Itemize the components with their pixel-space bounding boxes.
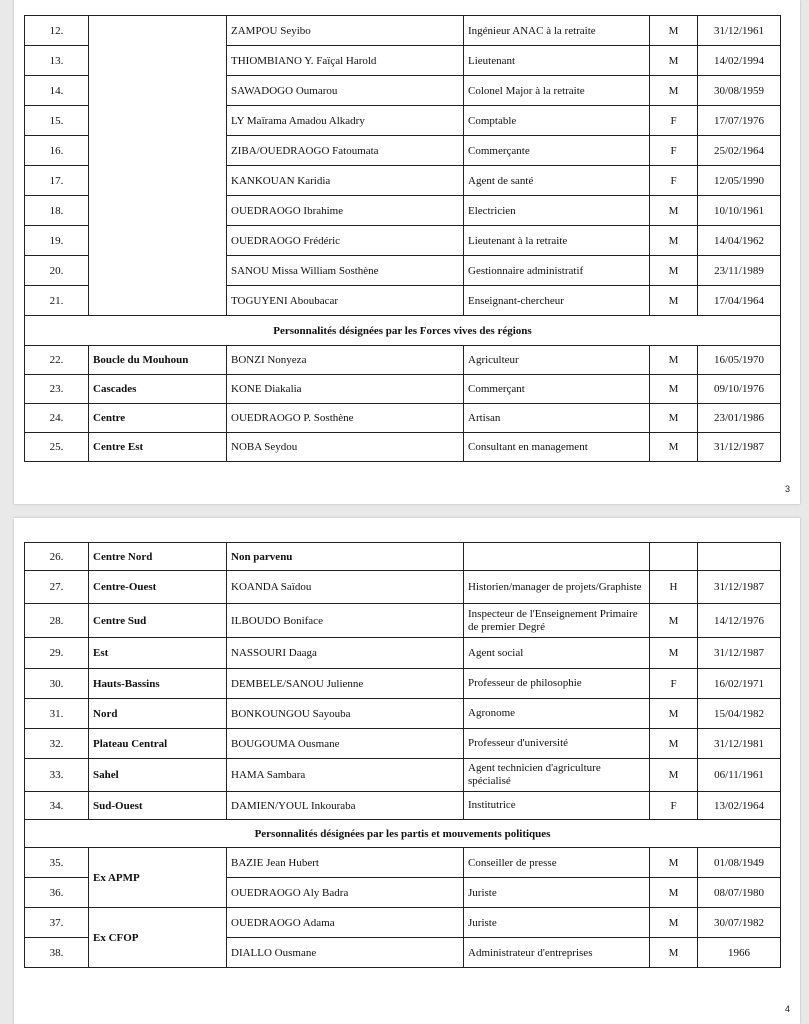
row-number: 22.: [25, 346, 89, 375]
member-sex: M: [650, 878, 698, 908]
document-page-4: [14, 518, 800, 1024]
party-cell: Ex CFOP: [89, 908, 227, 968]
member-sex: F: [650, 136, 698, 166]
table-row: [25, 908, 781, 938]
section-header-row: [25, 316, 781, 346]
member-role: Professeur de philosophie: [464, 669, 650, 699]
region-cell: Boucle du Mouhoun: [89, 346, 227, 375]
member-role: Colonel Major à la retraite: [464, 76, 650, 106]
member-birthdate: 08/07/1980: [698, 878, 781, 908]
member-birthdate: 17/04/1964: [698, 286, 781, 316]
member-birthdate: 14/04/1962: [698, 226, 781, 256]
table-row: [25, 729, 781, 759]
member-sex: M: [650, 848, 698, 878]
member-role: Gestionnaire administratif: [464, 256, 650, 286]
row-number: 29.: [25, 638, 89, 669]
member-birthdate: 30/08/1959: [698, 76, 781, 106]
table-row: [25, 759, 781, 792]
section-header-row: [25, 820, 781, 848]
member-birthdate: 14/12/1976: [698, 604, 781, 638]
region-cell: Cascades: [89, 375, 227, 404]
member-role: Juriste: [464, 878, 650, 908]
row-number: 23.: [25, 375, 89, 404]
row-number: 13.: [25, 46, 89, 76]
member-sex: M: [650, 375, 698, 404]
row-number: 19.: [25, 226, 89, 256]
member-name: SAWADOGO Oumarou: [227, 76, 464, 106]
row-number: 15.: [25, 106, 89, 136]
member-birthdate: 23/01/1986: [698, 404, 781, 433]
member-name: OUEDRAOGO Aly Badra: [227, 878, 464, 908]
region-cell: Hauts-Bassins: [89, 669, 227, 699]
page-number: 3: [784, 484, 790, 494]
table-row: [25, 404, 781, 433]
member-sex: M: [650, 604, 698, 638]
member-name: OUEDRAOGO Ibrahime: [227, 196, 464, 226]
member-name: ZAMPOU Seyibo: [227, 16, 464, 46]
region-cell: [89, 16, 227, 316]
row-number: 36.: [25, 878, 89, 908]
member-sex: M: [650, 433, 698, 462]
member-birthdate: 31/12/1987: [698, 571, 781, 604]
row-number: 33.: [25, 759, 89, 792]
member-name: ZIBA/OUEDRAOGO Fatoumata: [227, 136, 464, 166]
member-name: DIALLO Ousmane: [227, 938, 464, 968]
member-name: LY Maïrama Amadou Alkadry: [227, 106, 464, 136]
member-sex: M: [650, 76, 698, 106]
table-row: [25, 433, 781, 462]
member-name: SANOU Missa William Sosthène: [227, 256, 464, 286]
member-birthdate: 17/07/1976: [698, 106, 781, 136]
region-cell: Nord: [89, 699, 227, 729]
region-cell: Plateau Central: [89, 729, 227, 759]
table-row: [25, 848, 781, 878]
table-row: [25, 375, 781, 404]
member-birthdate: 12/05/1990: [698, 166, 781, 196]
member-birthdate: 13/02/1964: [698, 792, 781, 820]
row-number: 35.: [25, 848, 89, 878]
member-name: HAMA Sambara: [227, 759, 464, 792]
row-number: 17.: [25, 166, 89, 196]
member-role: Inspecteur de l'Enseignement Primaire de premier Degré: [464, 604, 650, 638]
member-name: BONKOUNGOU Sayouba: [227, 699, 464, 729]
table-row: [25, 571, 781, 604]
row-number: 16.: [25, 136, 89, 166]
member-role: Agronome: [464, 699, 650, 729]
table-row: [25, 699, 781, 729]
member-role: Conseiller de presse: [464, 848, 650, 878]
member-sex: F: [650, 166, 698, 196]
member-role: Enseignant-chercheur: [464, 286, 650, 316]
member-sex: M: [650, 346, 698, 375]
member-birthdate: 31/12/1961: [698, 16, 781, 46]
row-number: 14.: [25, 76, 89, 106]
member-role: Institutrice: [464, 792, 650, 820]
row-number: 24.: [25, 404, 89, 433]
member-role: Electricien: [464, 196, 650, 226]
member-role: Juriste: [464, 908, 650, 938]
row-number: 18.: [25, 196, 89, 226]
member-sex: F: [650, 669, 698, 699]
member-birthdate: 16/05/1970: [698, 346, 781, 375]
member-sex: M: [650, 16, 698, 46]
member-sex: M: [650, 196, 698, 226]
member-role: [464, 543, 650, 571]
member-role: Agent social: [464, 638, 650, 669]
member-name: BAZIE Jean Hubert: [227, 848, 464, 878]
table-row: [25, 543, 781, 571]
member-sex: M: [650, 699, 698, 729]
member-birthdate: 1966: [698, 938, 781, 968]
member-sex: M: [650, 759, 698, 792]
row-number: 30.: [25, 669, 89, 699]
member-birthdate: 30/07/1982: [698, 908, 781, 938]
member-name: KANKOUAN Karidia: [227, 166, 464, 196]
table-row: [25, 669, 781, 699]
region-cell: Centre Est: [89, 433, 227, 462]
member-role: Lieutenant à la retraite: [464, 226, 650, 256]
table-row: [25, 638, 781, 669]
member-role: Commerçant: [464, 375, 650, 404]
member-role: Lieutenant: [464, 46, 650, 76]
page-number: 4: [784, 1004, 790, 1014]
member-sex: M: [650, 256, 698, 286]
region-cell: Sahel: [89, 759, 227, 792]
section-title: Personnalités désignées par les partis et mouvements politiques: [25, 820, 781, 848]
member-name: BONZI Nonyeza: [227, 346, 464, 375]
region-cell: Centre: [89, 404, 227, 433]
member-role: Consultant en management: [464, 433, 650, 462]
member-name: NASSOURI Daaga: [227, 638, 464, 669]
member-name: BOUGOUMA Ousmane: [227, 729, 464, 759]
member-birthdate: 25/02/1964: [698, 136, 781, 166]
member-sex: M: [650, 404, 698, 433]
member-role: Administrateur d'entreprises: [464, 938, 650, 968]
member-sex: M: [650, 46, 698, 76]
member-role: Artisan: [464, 404, 650, 433]
member-name: KONE Diakalia: [227, 375, 464, 404]
member-birthdate: 23/11/1989: [698, 256, 781, 286]
member-birthdate: 06/11/1961: [698, 759, 781, 792]
member-sex: F: [650, 792, 698, 820]
member-birthdate: [698, 543, 781, 571]
region-cell: Centre Nord: [89, 543, 227, 571]
row-number: 27.: [25, 571, 89, 604]
member-sex: M: [650, 286, 698, 316]
row-number: 21.: [25, 286, 89, 316]
table-row: [25, 16, 781, 46]
member-sex: F: [650, 106, 698, 136]
member-sex: [650, 543, 698, 571]
members-table-page-4: [24, 542, 781, 968]
member-birthdate: 01/08/1949: [698, 848, 781, 878]
member-birthdate: 31/12/1987: [698, 433, 781, 462]
region-cell: Sud-Ouest: [89, 792, 227, 820]
member-name: Non parvenu: [227, 543, 464, 571]
member-sex: H: [650, 571, 698, 604]
region-cell: Centre Sud: [89, 604, 227, 638]
member-birthdate: 31/12/1987: [698, 638, 781, 669]
member-sex: M: [650, 638, 698, 669]
row-number: 25.: [25, 433, 89, 462]
member-name: NOBA Seydou: [227, 433, 464, 462]
member-name: THIOMBIANO Y. Faïçal Harold: [227, 46, 464, 76]
member-name: TOGUYENI Aboubacar: [227, 286, 464, 316]
row-number: 12.: [25, 16, 89, 46]
member-birthdate: 16/02/1971: [698, 669, 781, 699]
row-number: 20.: [25, 256, 89, 286]
document-page-3: [14, 0, 800, 504]
member-sex: M: [650, 938, 698, 968]
row-number: 28.: [25, 604, 89, 638]
row-number: 38.: [25, 938, 89, 968]
member-name: OUEDRAOGO Adama: [227, 908, 464, 938]
members-table-page-3: [24, 15, 781, 462]
member-birthdate: 14/02/1994: [698, 46, 781, 76]
member-name: DAMIEN/YOUL Inkouraba: [227, 792, 464, 820]
member-name: KOANDA Saïdou: [227, 571, 464, 604]
member-role: Agriculteur: [464, 346, 650, 375]
row-number: 26.: [25, 543, 89, 571]
member-birthdate: 10/10/1961: [698, 196, 781, 226]
member-name: OUEDRAOGO P. Sosthène: [227, 404, 464, 433]
member-name: OUEDRAOGO Frédéric: [227, 226, 464, 256]
row-number: 31.: [25, 699, 89, 729]
member-role: Commerçante: [464, 136, 650, 166]
member-role: Professeur d'université: [464, 729, 650, 759]
member-sex: M: [650, 729, 698, 759]
member-role: Historien/manager de projets/Graphiste: [464, 571, 650, 604]
table-row: [25, 792, 781, 820]
region-cell: Centre-Ouest: [89, 571, 227, 604]
member-role: Ingénieur ANAC à la retraite: [464, 16, 650, 46]
member-name: ILBOUDO Boniface: [227, 604, 464, 638]
member-role: Agent technicien d'agriculture spécialisé: [464, 759, 650, 792]
member-role: Comptable: [464, 106, 650, 136]
party-cell: Ex APMP: [89, 848, 227, 908]
member-name: DEMBELE/SANOU Julienne: [227, 669, 464, 699]
member-sex: M: [650, 908, 698, 938]
region-cell: Est: [89, 638, 227, 669]
table-row: [25, 604, 781, 638]
section-title: Personnalités désignées par les Forces vives des régions: [25, 316, 781, 346]
row-number: 37.: [25, 908, 89, 938]
row-number: 32.: [25, 729, 89, 759]
row-number: 34.: [25, 792, 89, 820]
member-role: Agent de santé: [464, 166, 650, 196]
member-birthdate: 15/04/1982: [698, 699, 781, 729]
member-sex: M: [650, 226, 698, 256]
member-birthdate: 31/12/1981: [698, 729, 781, 759]
member-birthdate: 09/10/1976: [698, 375, 781, 404]
table-row: [25, 346, 781, 375]
